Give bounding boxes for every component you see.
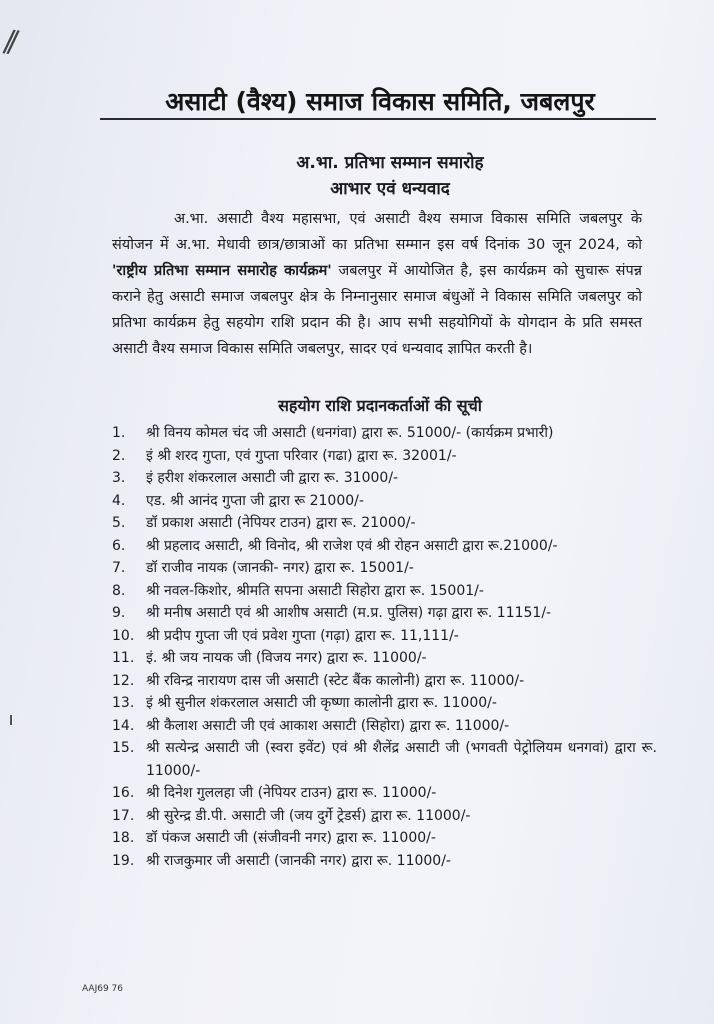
list-item bbox=[112, 490, 657, 513]
list-item-text: श्री विनय कोमल चंद जी असाटी (धनगंवा) द्वारा रू. 51000/- (कार्यक्रम प्रभारी) bbox=[146, 425, 554, 441]
list-item-number: 2. bbox=[112, 447, 126, 464]
donor-list bbox=[112, 422, 657, 872]
list-item bbox=[112, 805, 657, 828]
list-item-number: 15. bbox=[112, 740, 135, 756]
list-item-number: 9. bbox=[112, 605, 126, 621]
list-item-text: श्री रविन्द्र नारायण दास जी असाटी (स्टेट बैंक कालोनी) द्वारा रू. 11000/- bbox=[146, 672, 525, 689]
list-item-text: एड. श्री आनंद गुप्ता जी द्वारा रू 21000/- bbox=[146, 492, 364, 509]
list-item-number: 16. bbox=[112, 785, 135, 801]
list-item-number: 10. bbox=[112, 627, 135, 644]
list-item bbox=[112, 670, 657, 693]
list-item-number: 17. bbox=[112, 807, 135, 824]
event-title: अ.भा. प्रतिभा सम्मान समारोह bbox=[296, 153, 484, 173]
list-item-number: 14. bbox=[112, 717, 135, 734]
list-item bbox=[112, 557, 657, 580]
list-item bbox=[112, 602, 657, 625]
list-item-text: श्री प्रदीप गुप्ता जी एवं प्रवेश गुप्ता (गढ़ा) द्वारा रू. 11,111/- bbox=[146, 627, 459, 644]
list-item-text: इं. श्री जय नायक जी (विजय नगर) द्वारा रू. 11000/- bbox=[146, 650, 427, 666]
list-item-number: 11. bbox=[112, 650, 135, 666]
list-item-text: श्री सत्येन्द्र असाटी जी (स्वरा इवेंट) एवं श्री शैलेंद्र असाटी जी (भगवती पेट्रोलियम धनगवां) द्वारा रू. 11000/- bbox=[146, 740, 657, 779]
list-item bbox=[112, 850, 657, 873]
list-item-number: 18. bbox=[112, 830, 135, 846]
list-item-number: 6. bbox=[112, 537, 126, 554]
list-item-text: श्री सुरेन्द्र डी.पी. असाटी जी (जय दुर्गे ट्रेडर्स) द्वारा रू. 11000/- bbox=[146, 807, 471, 824]
donor-list-title: सहयोग राशि प्रदानकर्ताओं की सूची bbox=[278, 396, 482, 415]
list-item bbox=[112, 535, 657, 558]
list-item bbox=[112, 445, 657, 468]
margin-mark bbox=[10, 715, 12, 725]
list-item-text: श्री प्रहलाद असाटी, श्री विनोद, श्री राजेश एवं श्री रोहन असाटी द्वारा रू.21000/- bbox=[146, 537, 558, 554]
list-item-text: इं श्री सुनील शंकरलाल असाटी जी कृष्णा कालोनी द्वारा रू. 11000/- bbox=[146, 695, 497, 711]
list-item-text: इं श्री शरद गुप्ता, एवं गुप्ता परिवार (गढा) द्वारा रू. 32001/- bbox=[146, 447, 457, 464]
paragraph-part-1: अ.भा. असाटी वैश्य महासभा, एवं असाटी वैश्य समाज विकास समिति जबलपुर के संयोजन में अ.भा. मेधावी छात्र/छात्राओं का प्रतिभा सम्मान इस वर्ष दिनांक 30 जून 2024, को bbox=[112, 211, 642, 253]
list-item bbox=[112, 827, 657, 850]
list-item bbox=[112, 715, 657, 738]
list-item bbox=[112, 625, 657, 648]
paragraph-part-2: जबलपुर में आयोजित है, इस कार्यक्रम को सुचारू संपन्न कराने हेतु असाटी समाज जबलपुर क्षेत्र के निम्नानुसार समाज बंधुओं ने विकास समिति जबलपुर को प्रतिभा कार्यक्रम हेतु सहयोग राशि प्रदान की है। आप सभी सहयोगियों के योगदान के प्रति समस्त असाटी वैश्य समाज विकास समिति जबलपुर, सादर एवं धन्यवाद ज्ञापित करती है। bbox=[112, 263, 642, 357]
list-item-text: श्री राजकुमार जी असाटी (जानकी नगर) द्वारा रू. 11000/- bbox=[146, 852, 451, 869]
handwritten-mark: // bbox=[1, 23, 15, 60]
list-item-text: इं हरीश शंकरलाल असाटी जी द्वारा रू. 31000/- bbox=[146, 470, 399, 486]
list-item bbox=[112, 692, 657, 715]
list-item-number: 12. bbox=[112, 672, 135, 689]
list-item-number: 3. bbox=[112, 470, 126, 486]
footer-code: AAJ69 76 bbox=[82, 984, 123, 994]
organization-heading: असाटी (वैश्य) समाज विकास समिति, जबलपुर bbox=[165, 87, 595, 116]
list-item-number: 5. bbox=[112, 515, 126, 531]
list-item bbox=[112, 512, 657, 535]
list-item-text: डॉ राजीव नायक (जानकी- नगर) द्वारा रू. 15001/- bbox=[146, 560, 414, 576]
program-name: 'राष्ट्रीय प्रतिभा सम्मान समारोह कार्यक्रम' bbox=[112, 263, 332, 279]
list-item-text: श्री नवल-किशोर, श्रीमति सपना असाटी सिहोरा द्वारा रू. 15001/- bbox=[146, 582, 484, 599]
list-item bbox=[112, 580, 657, 603]
list-item-text: श्री कैलाश असाटी जी एवं आकाश असाटी (सिहोरा) द्वारा रू. 11000/- bbox=[146, 717, 510, 734]
list-item-text: श्री मनीष असाटी एवं श्री आशीष असाटी (म.प्र. पुलिस) गढ़ा द्वारा रू. 11151/- bbox=[146, 605, 552, 621]
list-item-text: डॉ पंकज असाटी जी (संजीवनी नगर) द्वारा रू. 11000/- bbox=[146, 830, 436, 846]
list-item bbox=[112, 647, 657, 670]
list-item-number: 13. bbox=[112, 695, 135, 711]
list-item bbox=[112, 737, 657, 782]
list-item-number: 1. bbox=[112, 425, 126, 441]
heading-underline bbox=[100, 118, 656, 120]
list-item-number: 4. bbox=[112, 492, 126, 509]
thanks-title: आभार एवं धन्यवाद bbox=[330, 179, 450, 199]
list-item-number: 8. bbox=[112, 582, 126, 599]
list-item bbox=[112, 782, 657, 805]
list-item-text: डॉ प्रकाश असाटी (नेपियर टाउन) द्वारा रू. 21000/- bbox=[146, 515, 416, 531]
acknowledgement-paragraph bbox=[112, 206, 642, 362]
list-item-number: 7. bbox=[112, 560, 126, 576]
list-item-text: श्री दिनेश गुललहा जी (नेपियर टाउन) द्वारा रू. 11000/- bbox=[146, 785, 437, 801]
list-item bbox=[112, 467, 657, 490]
list-item bbox=[112, 422, 657, 445]
list-item-number: 19. bbox=[112, 852, 135, 869]
